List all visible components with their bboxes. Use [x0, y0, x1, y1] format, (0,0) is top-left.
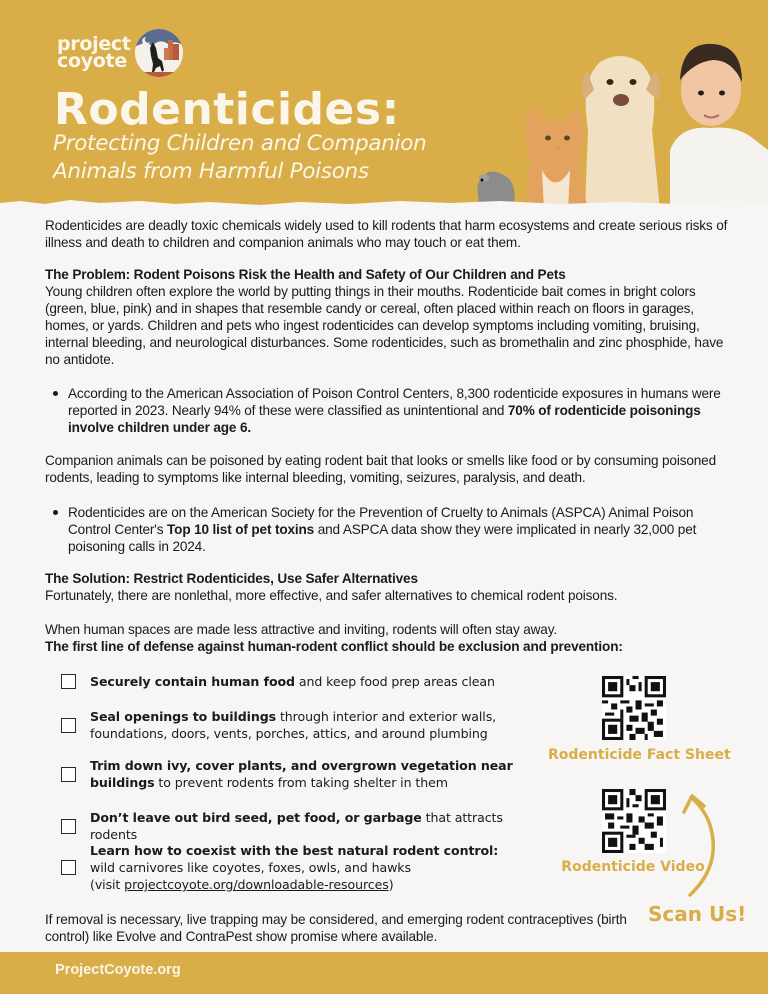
first-line-of-defense: The first line of defense against human-rodent conflict should be exclusion and prevention: — [45, 639, 623, 654]
checklist-detail: through interior and exterior walls, foundations, doors, vents, porches, attics, and around plumbing — [90, 709, 497, 741]
pets-paragraph: Companion animals can be poisoned by eating rodent bait that looks or smells like food or by consuming poisoned rodents, leading to symptoms like internal bleeding, vomiting, seizures, paralysis, and death. — [45, 453, 716, 485]
intro-paragraph: Rodenticides are deadly toxic chemicals widely used to kill rodents that harm ecosystems and create serious risks of illness and death to children and companion animals who may touch or eat them. — [45, 218, 728, 250]
checklist-item[interactable] — [61, 708, 531, 742]
qr-code-icon[interactable] — [602, 789, 666, 853]
problem-paragraph: Young children often explore the world by putting things in their mouths. Rodenticide bait comes in bright colors (green, blue, pink) and in shapes that resemble candy or cereal, often placed within reach on floors in garages, homes, or yards. Children and pets who ingest rodenticides can develop symptoms including vomiting, bruising, internal bleeding, and neurological disturbances. Some rodenticides, such as bromethalin and zinc phosphide, have no antidote. — [45, 284, 724, 367]
checklist-bold: Seal openings to buildings — [90, 709, 277, 724]
curved-arrow-icon — [680, 790, 730, 900]
stat-highlight: 70% of rodenticide poisonings involve children under age 6. — [68, 403, 701, 435]
checklist-detail: that attracts rodents — [90, 810, 503, 842]
qr-code-icon[interactable] — [602, 676, 666, 740]
stat-highlight: Top 10 list of pet toxins — [167, 522, 315, 537]
torn-paper-edge — [0, 195, 768, 215]
solution-heading: The Solution: Restrict Rodenticides, Use Safer Alternatives — [45, 571, 418, 586]
closing-paragraph: If removal is necessary, live trapping may be considered, and emerging rodent contraceptives (birth control) like Evolve and ContraPest show promise where available. — [45, 912, 627, 944]
stat-bullet-children — [68, 385, 738, 436]
checkbox[interactable] — [61, 767, 76, 782]
logo-line-2: coyote — [57, 50, 127, 72]
checklist-item[interactable] — [61, 757, 531, 791]
checklist-item-text — [90, 673, 495, 690]
footer-website-link[interactable]: ProjectCoyote.org — [55, 962, 181, 978]
scan-us-callout: Scan Us! — [648, 902, 747, 926]
qr-label-fact-sheet: Rodenticide Fact Sheet — [548, 747, 731, 763]
problem-heading: The Problem: Rodent Poisons Risk the Health and Safety of Our Children and Pets — [45, 267, 566, 282]
checklist-detail: and keep food prep areas clean — [294, 674, 495, 689]
checkbox[interactable] — [61, 860, 76, 875]
solution-paragraph: Fortunately, there are nonlethal, more effective, and safer alternatives to chemical rodent poisons. — [45, 588, 618, 603]
stat-text: Rodenticides are on the American Society for the Prevention of Cruelty to Animals (ASPCA) Animal Poison Control Center's — [68, 505, 694, 537]
checklist-item-text — [90, 757, 531, 791]
checklist-bold: Learn how to coexist with the best natural rodent control: — [90, 843, 499, 858]
howling-coyote-icon — [134, 28, 184, 78]
page-title: Rodenticides: — [54, 84, 400, 135]
stat-text: According to the American Association of Poison Control Centers, 8,300 rodenticide exposures in humans were reported in 2023. Nearly 94% of these were classified as unintentional and — [68, 386, 721, 418]
checklist-bold: Don’t leave out bird seed, pet food, or garbage — [90, 810, 422, 825]
checklist-bold: Trim down ivy, cover plants, and overgrown vegetation near buildings — [90, 758, 513, 790]
checklist-item-text — [90, 809, 531, 843]
footer-bar — [0, 952, 768, 994]
header-banner — [0, 0, 768, 212]
checkbox[interactable] — [61, 674, 76, 689]
checkbox[interactable] — [61, 819, 76, 834]
checklist-item[interactable] — [61, 809, 531, 843]
checklist-item[interactable] — [61, 842, 531, 893]
checkbox[interactable] — [61, 718, 76, 733]
link-prefix: (visit — [90, 877, 125, 892]
downloadable-resources-link[interactable]: projectcoyote.org/downloadable-resources — [124, 877, 389, 892]
checklist-detail: wild carnivores like coyotes, foxes, owls, and hawks — [90, 860, 411, 875]
solution-paragraph-2: When human spaces are made less attractive and inviting, rodents will often stay away. — [45, 622, 557, 637]
logo-wordmark — [57, 33, 131, 72]
checklist-detail: to prevent rodents from taking shelter in them — [154, 775, 448, 790]
checklist-bold: Securely contain human food — [90, 674, 295, 689]
page-subtitle: Protecting Children and Companion Animals from Harmful Poisons — [53, 131, 427, 184]
project-coyote-logo[interactable] — [57, 28, 184, 78]
hero-photo-rat-cat-dog-child — [470, 20, 768, 210]
logo-line-1: project — [57, 33, 131, 55]
link-suffix: ) — [388, 877, 394, 892]
checklist-item[interactable] — [61, 673, 531, 690]
stat-text: and ASPCA data show they were implicated in nearly 32,000 pet poisoning calls in 2024. — [68, 522, 697, 554]
checklist-item-text — [90, 708, 531, 742]
checklist-item-text — [90, 842, 498, 893]
stat-bullet-pets — [68, 504, 738, 555]
qr-label-video: Rodenticide Video — [561, 859, 705, 875]
